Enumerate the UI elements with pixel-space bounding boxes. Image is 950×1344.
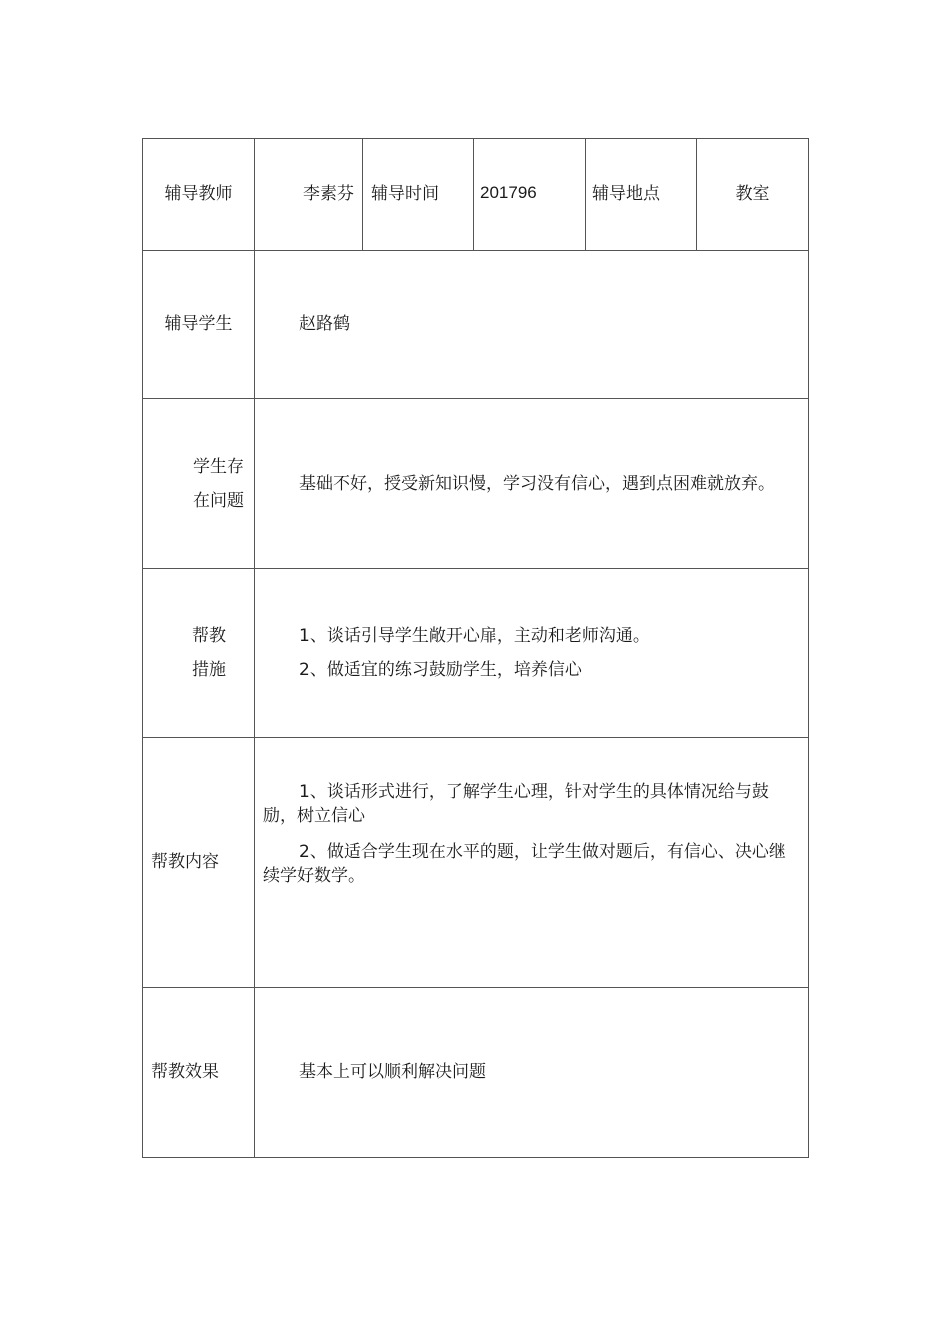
content-row bbox=[143, 738, 809, 988]
student-label: 辅导学生 bbox=[143, 251, 255, 399]
problem-label-line1: 学生存 bbox=[193, 456, 244, 477]
student-name-cell bbox=[255, 251, 809, 399]
effect-text: 基本上可以顺利解决问题 bbox=[299, 1061, 486, 1082]
measures-label-line2: 措施 bbox=[192, 660, 226, 680]
problem-text: 基础不好，授受新知识慢，学习没有信心，遇到点困难就放弃。 bbox=[299, 473, 775, 494]
place-label: 辅导地点 bbox=[586, 139, 697, 251]
teacher-label: 辅导教师 bbox=[143, 139, 255, 251]
measures-cell bbox=[255, 569, 809, 738]
header-row bbox=[143, 139, 809, 251]
effect-row bbox=[143, 988, 809, 1158]
student-row bbox=[143, 251, 809, 399]
measure-item-1: 1、谈话引导学生敞开心扉，主动和老师沟通。 bbox=[299, 626, 650, 646]
time-value: 201796 bbox=[474, 139, 586, 251]
place-value: 教室 bbox=[697, 139, 809, 251]
measures-label bbox=[143, 569, 255, 738]
effect-label: 帮教效果 bbox=[143, 988, 255, 1158]
teacher-name: 李素芬 bbox=[255, 139, 363, 251]
time-label: 辅导时间 bbox=[363, 139, 474, 251]
problem-row bbox=[143, 399, 809, 569]
content-item-2: 2、做适合学生现在水平的题，让学生做对题后，有信心、决心继续学好数学。 bbox=[263, 842, 786, 886]
measures-label-line1: 帮教 bbox=[192, 626, 226, 646]
tutoring-record-table bbox=[142, 138, 809, 1158]
problem-text-cell bbox=[255, 399, 809, 569]
content-cell bbox=[255, 738, 809, 988]
measure-item-2: 2、做适宜的练习鼓励学生，培养信心 bbox=[299, 660, 582, 680]
measures-row bbox=[143, 569, 809, 738]
student-name: 赵路鹤 bbox=[299, 313, 350, 334]
problem-label-line2: 在问题 bbox=[193, 490, 244, 511]
problem-label bbox=[143, 399, 255, 569]
content-label: 帮教内容 bbox=[143, 738, 255, 988]
content-item-1: 1、谈话形式进行，了解学生心理，针对学生的具体情况给与鼓励，树立信心 bbox=[263, 782, 769, 826]
effect-cell bbox=[255, 988, 809, 1158]
